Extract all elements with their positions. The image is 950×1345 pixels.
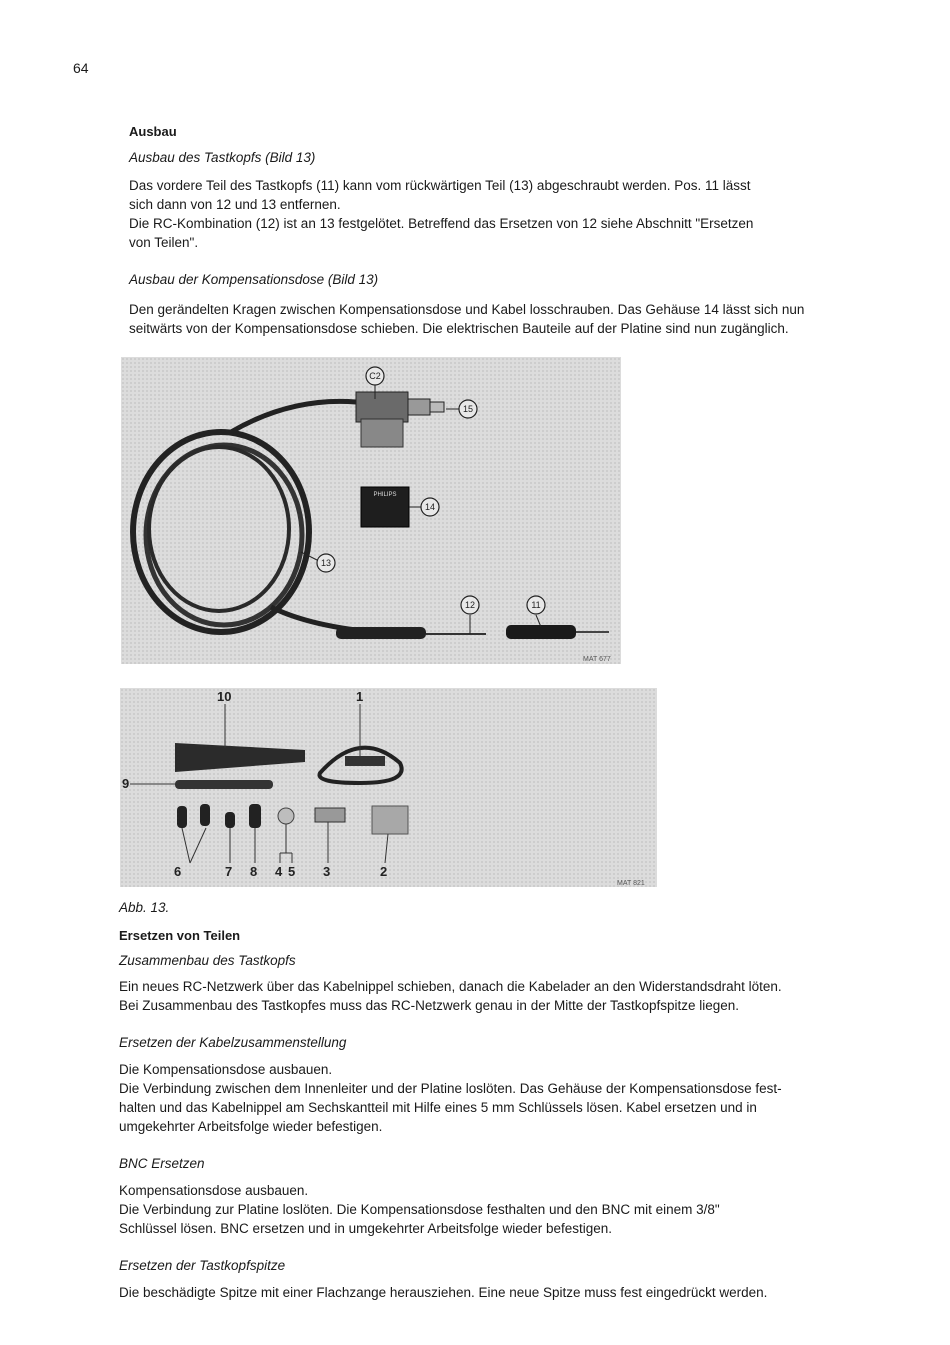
- circuit-board: [361, 419, 403, 447]
- housing-brand: PHILIPS: [373, 492, 397, 498]
- probe-photo-illustration: [121, 357, 621, 664]
- figure-parts: [120, 688, 657, 887]
- bnc-tip: [430, 402, 444, 412]
- text-line: Die Verbindung zur Platine loslöten. Die Kompensationsdose festhalten und den BNC mit einem 3/8": [119, 1202, 720, 1217]
- callout-c2: [366, 367, 384, 385]
- figure-code: MAT 821: [617, 880, 645, 887]
- part-board: [315, 808, 345, 822]
- part-tip: [175, 780, 273, 789]
- paragraph-zusammenbau: [119, 977, 859, 1015]
- svg-text:14: 14: [424, 502, 436, 512]
- text-line: Schlüssel lösen. BNC ersetzen und in umgekehrter Arbeitsfolge wieder befestigen.: [119, 1221, 613, 1236]
- part-cap: [200, 804, 210, 826]
- part-cap: [177, 806, 187, 828]
- paragraph-bnc: [119, 1181, 859, 1238]
- subheading-kabel: Ersetzen der Kabelzusammenstellung: [119, 1035, 347, 1050]
- label-3: 3: [323, 864, 331, 879]
- parts-photo-illustration: [120, 688, 657, 887]
- text-line: umgekehrter Arbeitsfolge wieder befestigen.: [119, 1119, 383, 1134]
- cable-coil: [149, 447, 289, 611]
- label-10: 10: [217, 689, 232, 704]
- text-line: sich dann von 12 und 13 entfernen.: [129, 197, 341, 212]
- svg-text:11: 11: [531, 600, 541, 610]
- part-ring: [278, 808, 294, 824]
- text-line: Die beschädigte Spitze mit einer Flachzange herausziehen. Eine neue Spitze muss fest eingedrückt werden.: [119, 1285, 768, 1300]
- text-line: Die Verbindung zwischen dem Innenleiter und der Platine loslöten. Das Gehäuse der Kompensationsdose fest-: [119, 1081, 782, 1096]
- text-line: Kompensationsdose ausbauen.: [119, 1183, 309, 1198]
- svg-text:15: 15: [462, 404, 474, 414]
- part-cap: [225, 812, 235, 828]
- page-number: 64: [73, 60, 89, 76]
- subheading-zusammenbau: Zusammenbau des Tastkopfs: [119, 953, 296, 968]
- cable-to-box: [231, 401, 356, 432]
- leader-line: [385, 834, 388, 863]
- part-block: [372, 806, 408, 834]
- callout-15: [459, 400, 477, 418]
- text-line: Die Kompensationsdose ausbauen.: [119, 1062, 333, 1077]
- callout-12: [461, 596, 479, 614]
- text-line: Bei Zusammenbau des Tastkopfes muss das RC-Netzwerk genau in der Mitte der Tastkopfspitze liegen.: [119, 998, 740, 1013]
- subheading-tastkopf: Ausbau des Tastkopfs (Bild 13): [129, 150, 316, 165]
- section-heading-ersetzen: Ersetzen von Teilen: [119, 928, 241, 943]
- label-6: 6: [174, 864, 182, 879]
- label-8: 8: [250, 864, 258, 879]
- text-line: von Teilen".: [129, 235, 199, 250]
- leader-line: [190, 828, 206, 863]
- callout-14: [421, 498, 439, 516]
- label-7: 7: [225, 864, 233, 879]
- subheading-tastkopfspitze: Ersetzen der Tastkopfspitze: [119, 1258, 286, 1273]
- label-4: 4: [275, 864, 283, 879]
- callout-11: [527, 596, 545, 614]
- paragraph-tastkopfspitze: [119, 1283, 859, 1302]
- callout-13: [317, 554, 335, 572]
- bnc-connector: [408, 399, 430, 415]
- text-line: Die RC-Kombination (12) ist an 13 festgelötet. Betreffend das Ersetzen von 12 siehe Abschnitt "Ersetzen: [129, 216, 754, 231]
- text-line: halten und das Kabelnippel am Sechskantteil mit Hilfe eines 5 mm Schlüssels lösen. Kabel ersetzen und in: [119, 1100, 757, 1115]
- part-sleeve: [175, 743, 305, 772]
- probe-tip-front: [506, 625, 576, 639]
- text-line: Das vordere Teil des Tastkopfs (11) kann vom rückwärtigen Teil (13) abgeschraubt werden. Pos. 11 lässt: [129, 178, 751, 193]
- part-ground-clip: [345, 756, 385, 766]
- svg-text:12: 12: [464, 600, 476, 610]
- figure-caption: Abb. 13.: [119, 900, 170, 915]
- label-9: 9: [122, 776, 130, 791]
- svg-text:C2: C2: [369, 371, 381, 381]
- compensation-box: [356, 392, 408, 422]
- cable-coil: [133, 432, 309, 632]
- subheading-kompensationsdose: Ausbau der Kompensationsdose (Bild 13): [129, 272, 379, 287]
- paragraph-tastkopf: [129, 176, 849, 252]
- svg-text:13: 13: [320, 558, 332, 568]
- probe-handle-rear: [336, 627, 426, 639]
- figure-probe-assembly: [121, 357, 621, 664]
- label-1: 1: [356, 689, 364, 704]
- subheading-bnc: BNC Ersetzen: [119, 1156, 205, 1171]
- text-line: Ein neues RC-Netzwerk über das Kabelnippel schieben, danach die Kabelader an den Widerstandsdraht löten.: [119, 979, 782, 994]
- part-cap: [249, 804, 261, 828]
- text-line: Den gerändelten Kragen zwischen Kompensationsdose und Kabel losschrauben. Das Gehäuse 14 lässt sich nun: [129, 302, 805, 317]
- text-line: seitwärts von der Kompensationsdose schieben. Die elektrischen Bauteile auf der Platine sind nun zugänglich.: [129, 321, 789, 336]
- label-2: 2: [380, 864, 388, 879]
- figure-code: MAT 677: [583, 656, 611, 663]
- section-heading-ausbau: Ausbau: [129, 124, 177, 139]
- label-5: 5: [288, 864, 296, 879]
- paragraph-kabel: [119, 1060, 859, 1136]
- leader-line: [182, 828, 190, 863]
- paragraph-kompensationsdose: [129, 300, 859, 338]
